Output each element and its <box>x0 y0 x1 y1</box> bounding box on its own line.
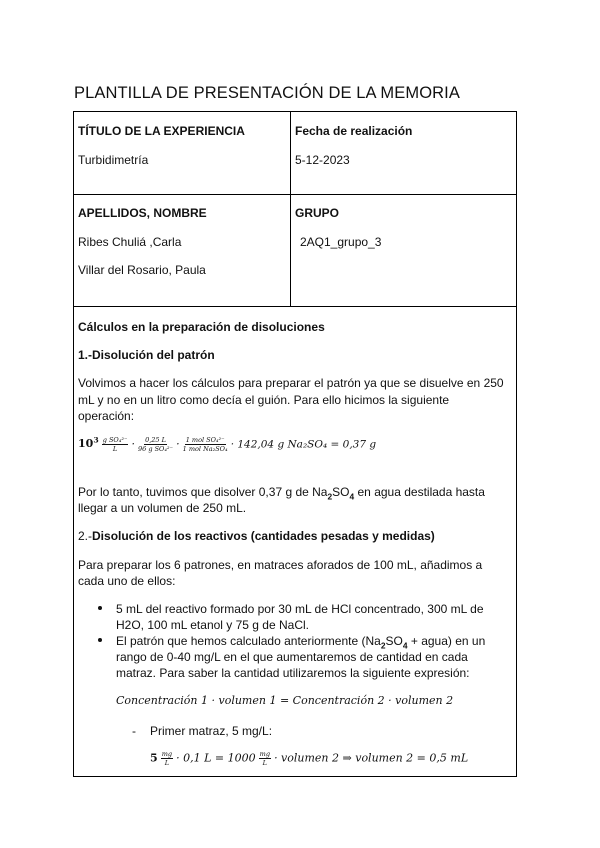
date-label: Fecha de realización <box>295 124 413 138</box>
section1-paragraph-line-2: mL y no en un litro como decía el guión. Para ello hicimos la siguiente <box>78 393 450 407</box>
page-title: PLANTILLA DE PRESENTACIÓN DE LA MEMORIA <box>74 84 460 102</box>
eq1-term1: $10^3$ <box>78 435 99 451</box>
section1-paragraph-line-1: Volvimos a hacer los cálculos para preparar el patrón ya que se disuelve en 250 <box>78 376 504 390</box>
eq3-fraction-1: $\frac{mg}{L}$ <box>161 750 173 767</box>
names-label: APELLIDOS, NOMBRE <box>78 206 207 220</box>
eq1-fraction-3: $\frac{\text{1 mol SO₄²⁻}}{\text{1 mol Na₂SO₄}}$ <box>182 436 228 453</box>
info-table-row-experience <box>73 111 517 195</box>
bullet-2-line-2: rango de 0-40 mg/L en el que aumentaremos de cantidad en cada <box>116 650 468 664</box>
bullet-dot-1 <box>98 606 102 610</box>
equation-first-flask: 5 $\frac{mg}{L}$ · 0,1 L = 1000 $\frac{mg}{L}$ · volumen 2 ⇒ volumen 2 = 0,5 mL <box>150 750 469 767</box>
bullet-dot-2 <box>98 638 102 642</box>
sub-item-first-flask: Primer matraz, 5 mg/L: <box>150 724 273 738</box>
section1-conclusion-line-1: Por lo tanto, tuvimos que disolver 0,37 g de $Na_2SO_4$ en agua destilada hasta <box>78 485 485 502</box>
date-value: 5-12-2023 <box>295 153 350 167</box>
calc-heading: Cálculos en la preparación de disoluciones <box>78 320 325 334</box>
section1-paragraph-line-3: operación: <box>78 409 135 423</box>
bullet-1-line-2: H2O, 100 mL etanol y 75 g de NaCl. <box>116 618 309 632</box>
section2-paragraph-line-1: Para preparar los 6 patrones, en matraces aforados de 100 mL, añadimos a <box>78 558 483 572</box>
group-cell <box>291 194 516 306</box>
bullet-2-line-3: matraz. Para saber la cantidad utilizaremos la siguiente expresión: <box>116 666 470 680</box>
section2-heading: 2.-Disolución de los reactivos (cantidades pesadas y medidas) <box>78 529 435 543</box>
experience-cell <box>74 112 291 194</box>
bullet-1-line-1: 5 mL del reactivo formado por 30 mL de HCl concentrado, 300 mL de <box>116 602 484 616</box>
eq1-fraction-2: $\frac{0,25 L}{\text{96 g SO₄²⁻}}$ <box>138 436 174 453</box>
section1-conclusion-line-2: llegar a un volumen de 250 mL. <box>78 501 247 515</box>
name-2: Villar del Rosario, Paula <box>78 263 206 277</box>
date-cell <box>291 112 516 194</box>
eq1-result: · 142,04 g Na₂SO₄ = 0,37 g <box>230 438 377 451</box>
group-value: 2AQ1_grupo_3 <box>300 235 382 249</box>
info-table-row-names <box>73 194 517 307</box>
equation-mass-calculation: $10^3$ $\frac{\text{g SO₄²⁻}}{L}$ · $\frac{0,25 L}{\text{96 g SO₄²⁻}}$ · $\frac{\text{1 mol SO₄²⁻}}{\text{1 mol Na₂SO₄}}$ · 142,04 g Na₂SO₄ = 0,37 g <box>78 435 377 453</box>
sub-item-dash: - <box>132 724 136 738</box>
section2-paragraph-line-2: cada uno de ellos: <box>78 574 176 588</box>
name-1: Ribes Chuliá ,Carla <box>78 235 182 249</box>
experience-value: Turbidimetría <box>78 153 149 167</box>
equation-dilution: Concentración 1 · volumen 1 = Concentración 2 · volumen 2 <box>116 694 454 707</box>
section1-heading: 1.-Disolución del patrón <box>78 348 215 362</box>
eq1-fraction-1: $\frac{\text{g SO₄²⁻}}{L}$ <box>102 436 128 453</box>
names-cell <box>74 194 291 306</box>
experience-label: TÍTULO DE LA EXPERIENCIA <box>78 124 245 138</box>
calculations-cell <box>73 306 517 777</box>
bullet-2-line-1: El patrón que hemos calculado anteriormente ($Na_2SO_4$ + agua) en un <box>116 634 486 651</box>
eq3-fraction-2: $\frac{mg}{L}$ <box>259 750 270 767</box>
group-label: GRUPO <box>295 206 340 220</box>
